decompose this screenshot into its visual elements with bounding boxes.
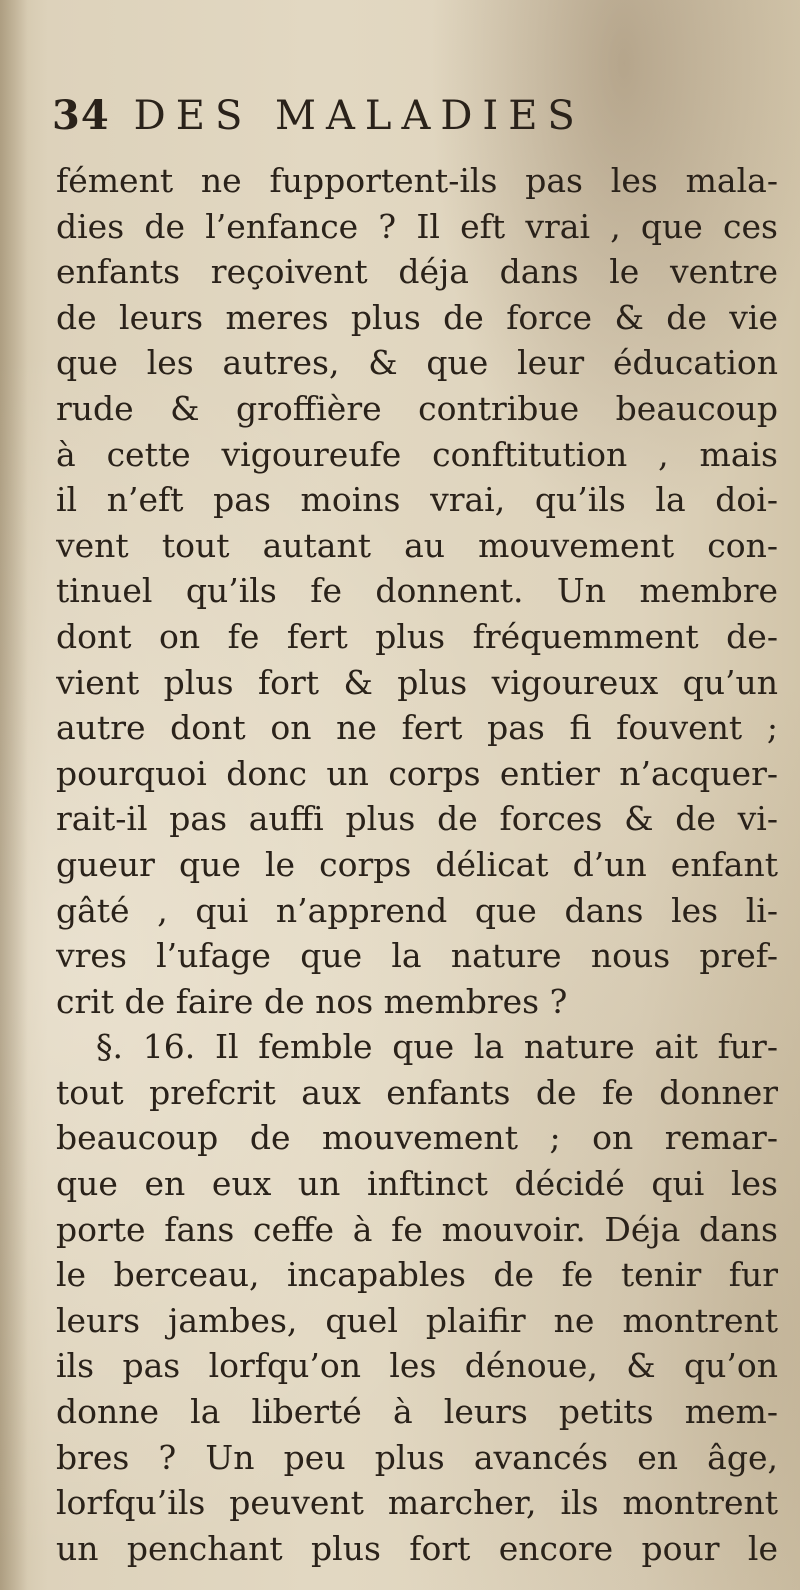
running-title: DES MALADIES xyxy=(133,93,585,139)
text-line: dies de l’enfance ? Il eft vrai , que ces xyxy=(56,206,778,246)
text-line: ils pas lorfqu’on les dénoue, & qu’on xyxy=(56,1346,778,1386)
text-line: que en eux un inftinct décidé qui les xyxy=(56,1164,778,1204)
text-line: pourquoi donc un corps entier n’acquer- xyxy=(56,753,778,793)
text-line: fément ne fupportent-ils pas les mala- xyxy=(56,161,778,200)
text-line: rude & groffière contribue beaucoup xyxy=(56,388,778,428)
text-line: à cette vigoureufe conftitution , mais xyxy=(56,434,778,474)
text-line: tinuel qu’ils fe donnent. Un membre xyxy=(56,571,778,611)
text-line: enfants reçoivent déja dans le ventre xyxy=(56,252,778,292)
text-line: gueur que le corps délicat d’un enfant xyxy=(56,844,778,884)
running-header xyxy=(52,92,585,142)
body-text xyxy=(56,158,778,1571)
text-line: beaucoup de mouvement ; on remar- xyxy=(56,1118,778,1158)
page-number: 34 xyxy=(52,92,110,139)
text-line: dont on fe fert plus fréquemment de- xyxy=(56,616,778,656)
text-line: porte fans ceffe à fe mouvoir. Déja dans xyxy=(56,1209,778,1249)
text-line: lorfqu’ils peuvent marcher, ils montrent xyxy=(56,1483,778,1523)
text-line: bres ? Un peu plus avancés en âge, xyxy=(56,1437,778,1477)
text-line: crit de faire de nos membres ? xyxy=(56,981,568,1021)
text-line: le berceau, incapables de fe tenir fur xyxy=(56,1255,778,1295)
text-line: leurs jambes, quel plaifir ne montrent xyxy=(56,1300,778,1340)
text-line: autre dont on ne fert pas fi fouvent ; xyxy=(56,708,778,748)
text-line: il n’eft pas moins vrai, qu’ils la doi- xyxy=(56,480,778,520)
page-gutter-shadow xyxy=(0,0,28,1590)
text-line: vient plus fort & plus vigoureux qu’un xyxy=(56,662,778,702)
text-line: gâté , qui n’apprend que dans les li- xyxy=(56,890,778,930)
text-line: donne la liberté à leurs petits mem- xyxy=(56,1392,778,1432)
section-heading-line: §. 16. Il femble que la nature ait fur- xyxy=(96,1027,778,1067)
text-line: de leurs meres plus de force & de vie xyxy=(56,297,778,337)
text-line: rait-il pas auffi plus de forces & de vi- xyxy=(56,799,778,839)
text-line: vent tout autant au mouvement con- xyxy=(56,525,778,565)
text-line: un penchant plus fort encore pour le xyxy=(56,1528,778,1568)
text-line: que les autres, & que leur éducation xyxy=(56,343,778,383)
text-line: vres l’ufage que la nature nous pref- xyxy=(56,936,778,976)
text-line: tout prefcrit aux enfants de fe donner xyxy=(56,1072,778,1112)
